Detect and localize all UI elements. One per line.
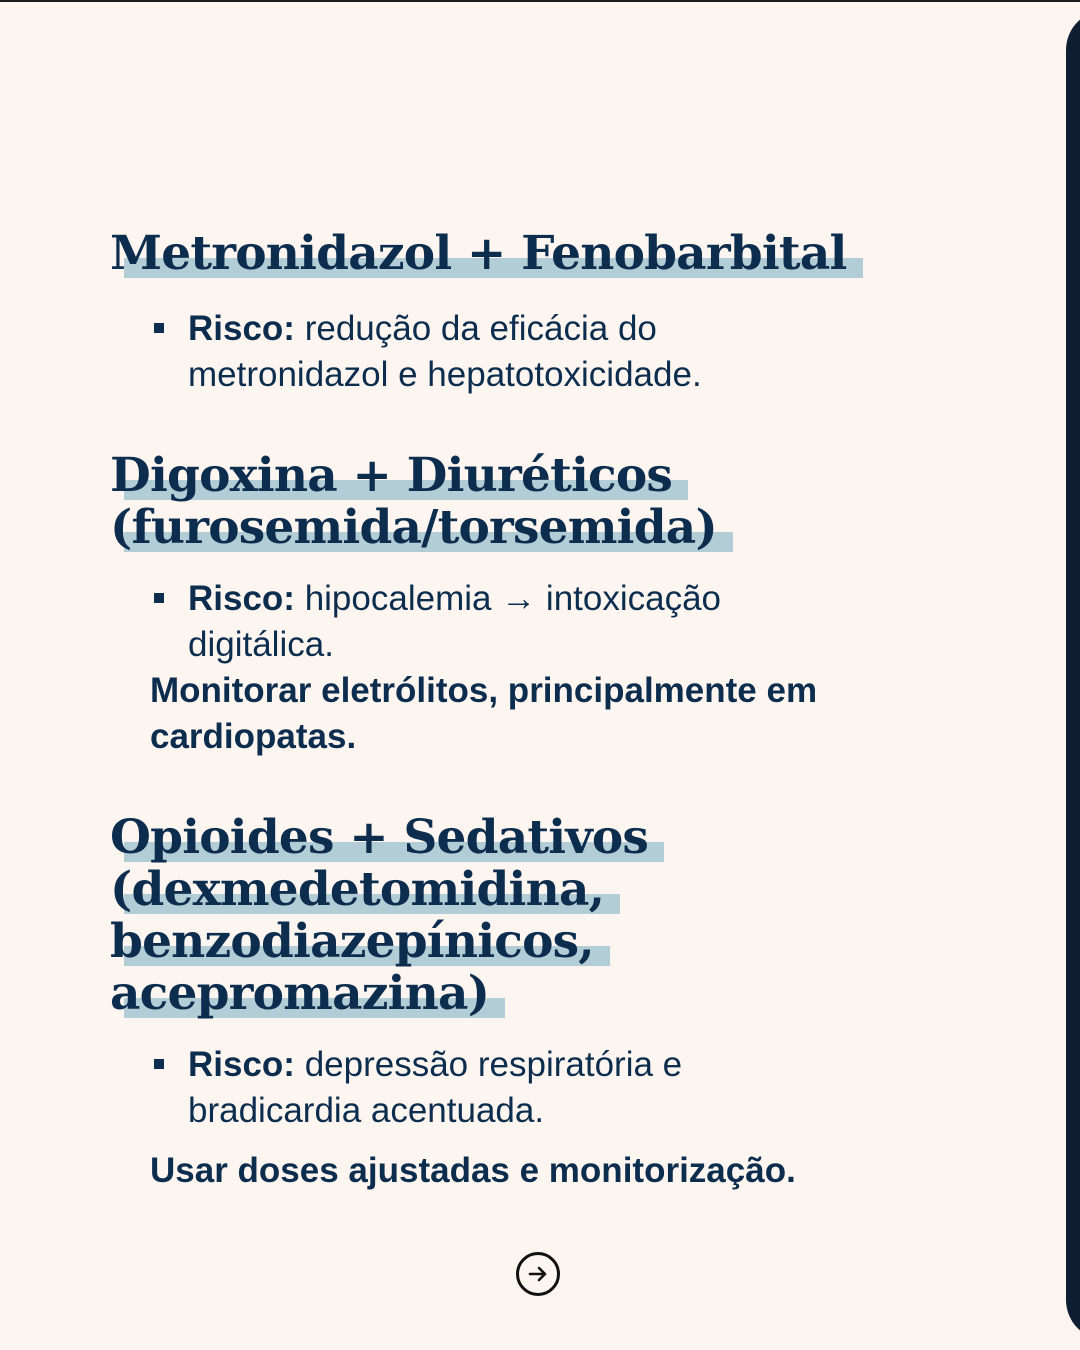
risk-list <box>110 1042 970 1134</box>
risk-label: Risco: <box>188 1045 295 1084</box>
risk-text: depressão respiratória e bradicardia acentuada. <box>188 1045 683 1130</box>
recommendation-note: Monitorar eletrólitos, principalmente em cardiopatas. <box>150 671 818 756</box>
section-heading-text: Opioides + Sedativos (dexmedetomidina, benzodiazepínicos, acepromazina) <box>110 810 664 1021</box>
risk-item <box>110 1042 828 1134</box>
risk-label: Risco: <box>188 309 295 348</box>
risk-item <box>110 306 828 398</box>
recommendation-note: Usar doses ajustadas e monitorização. <box>150 1151 796 1190</box>
risk-item <box>110 576 828 668</box>
bullet-square-icon <box>154 323 164 333</box>
section-heading <box>110 228 970 280</box>
risk-text: redução da eficácia do metronidazol e hepatotoxicidade. <box>188 309 702 394</box>
next-button[interactable] <box>516 1252 560 1296</box>
interaction-section <box>110 812 970 1194</box>
section-heading <box>110 812 970 1020</box>
interaction-list <box>110 228 970 1194</box>
interaction-section <box>110 450 970 760</box>
bullet-square-icon <box>154 593 164 603</box>
section-heading-text: Metronidazol + Fenobarbital <box>110 226 863 281</box>
arrow-right-circle-icon <box>526 1262 550 1286</box>
risk-text: hipocalemia → intoxicação digitálica. <box>188 579 722 664</box>
risk-label: Risco: <box>188 579 295 618</box>
risk-list <box>110 576 970 668</box>
risk-list <box>110 306 970 398</box>
bullet-square-icon <box>154 1059 164 1069</box>
interaction-section <box>110 228 970 398</box>
top-border <box>0 0 1080 2</box>
section-heading-text: Digoxina + Diuréticos (furosemida/torsemida) <box>110 448 733 555</box>
section-heading <box>110 450 970 554</box>
side-panel <box>1066 10 1080 1340</box>
